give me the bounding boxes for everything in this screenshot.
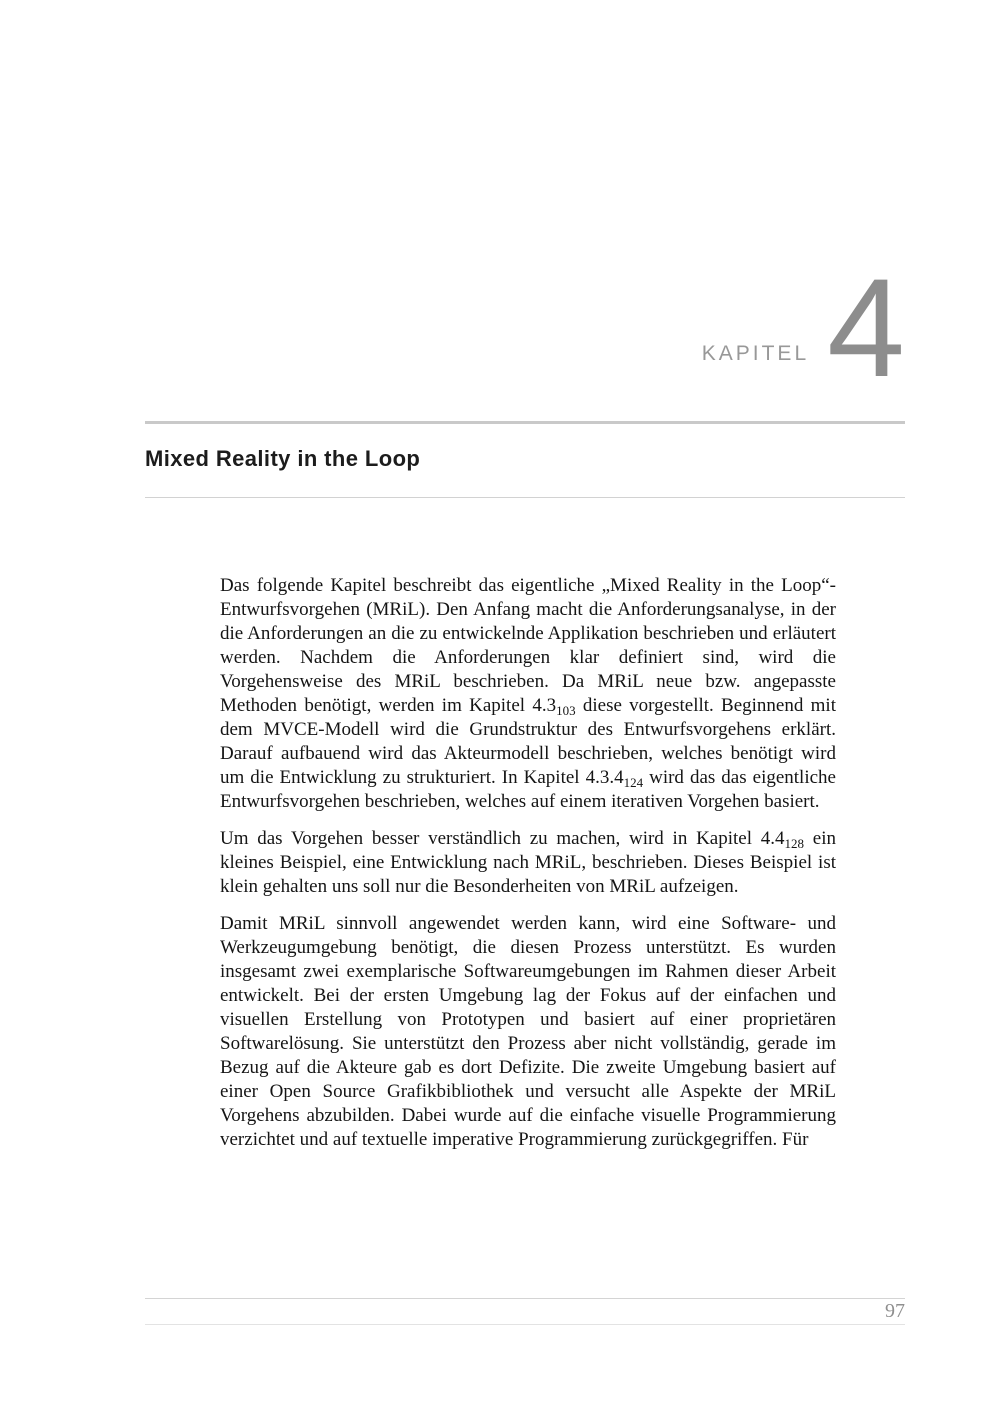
chapter-number: 4	[827, 249, 905, 406]
paragraph-3	[220, 912, 836, 1152]
paragraph-2-text: ein kleines Beispiel, eine Entwicklung nach MRiL, beschrieben. Dieses Beispiel ist klein gehalten uns soll nur die Besonderheiten von MRiL aufzeigen.	[220, 828, 836, 897]
paragraph-1	[220, 574, 836, 814]
page-ref-subscript: 128	[784, 836, 805, 851]
paragraph-1-text: diese vorgestellt. Beginnend mit dem MVCE-Modell wird die Grundstruktur des Entwurfsvorgehens erklärt. Darauf aufbauend wird das Akteurmodell beschrieben, welches benötigt wird um die Entwicklung zu strukturiert. In Kapitel 4.3.4	[220, 695, 836, 788]
page-number: 97	[885, 1300, 905, 1322]
chapter-label: KAPITEL	[701, 342, 810, 365]
paragraph-1-text: wird das das eigentliche Entwurfsvorgehen beschrieben, welches auf einem iterativen Vorgehen basiert.	[220, 767, 836, 812]
paragraph-1-text: Das folgende Kapitel beschreibt das eigentliche „Mixed Reality in the Loop“-Entwurfsvorgehen (MRiL). Den Anfang macht die Anforderungsanalyse, in der die Anforderungen an die zu entwickelnde Applikation beschrieben und erläutert werden. Nachdem die Anforderungen klar definiert sind, wird die Vorgehensweise des MRiL beschrieben. Da MRiL neue bzw. angepasste Methoden benötigt, werden im Kapitel 4.3	[220, 575, 836, 716]
paragraph-2-text: Um das Vorgehen besser verständlich zu machen, wird in Kapitel 4.4	[220, 828, 785, 849]
chapter-mark	[145, 249, 905, 406]
paragraph-2	[220, 827, 836, 899]
chapter-title: Mixed Reality in the Loop	[145, 446, 421, 471]
page-ref-subscript: 103	[556, 703, 576, 718]
footer-rule-top	[145, 1298, 905, 1299]
footer-rule-bottom	[145, 1324, 905, 1325]
title-rule	[145, 497, 905, 498]
header-rule	[145, 421, 905, 424]
page-ref-subscript: 124	[623, 775, 644, 790]
body-text	[220, 574, 836, 1165]
paragraph-3-text: Damit MRiL sinnvoll angewendet werden kann, wird eine Software- und Werkzeugumgebung benötigt, die diesen Prozess unterstützt. Es wurden insgesamt zwei exemplarische Softwareumgebungen im Rahmen dieser Arbeit entwickelt. Bei der ersten Umgebung lag der Fokus auf der einfachen und visuellen Erstellung von Prototypen und basiert auf einer proprietären Softwarelösung. Sie unterstützt den Prozess aber nicht vollständig, gerade im Bezug auf die Akteure gab es dort Defizite. Die zweite Umgebung basiert auf einer Open Source Grafikbibliothek und versucht alle Aspekte der MRiL Vorgehens abzubilden. Dabei wurde auf die einfache visuelle Programmierung verzichtet und auf textuelle imperative Programmierung zurückgegriffen. Für	[220, 913, 836, 1150]
